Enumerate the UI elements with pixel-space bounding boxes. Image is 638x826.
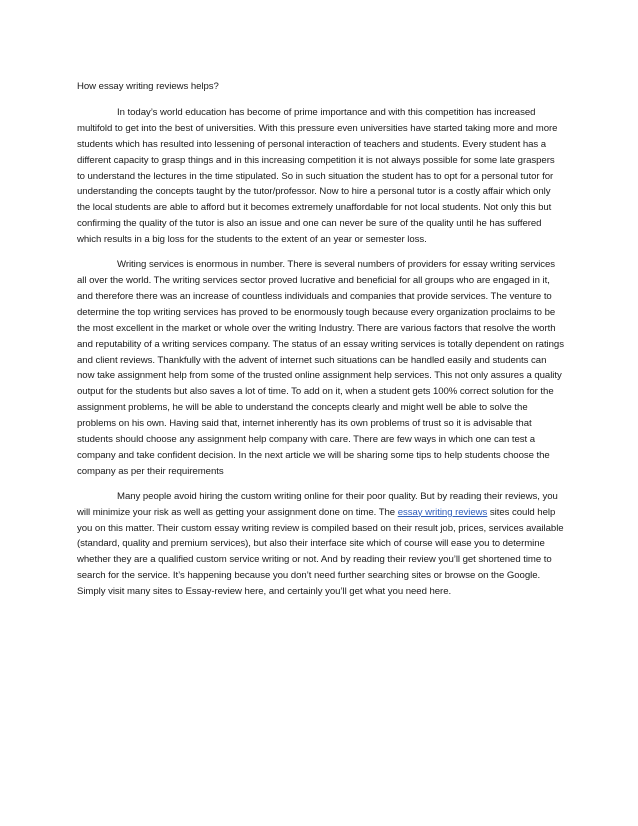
paragraph-3-text-after-link: sites could help you on this matter. Their custom essay writing review is compiled based on their result job, prices, services available (standard, quality and premium services), but also their interface site which of course will ease you to determine whether they are a qualified custom service writing or not. And by reading their review you’ll get shortened time to search for the service. It’s happening because you don’t need further searching sites or browse on the Google. Simply visit many sites to Essay-review here, and certainly you’ll get what you need here. (77, 506, 564, 598)
document-body (77, 79, 564, 609)
paragraph-3-text-before-link: Many people avoid hiring the custom writing online for their poor quality. But by reading their reviews, you will minimize your risk as well as getting your assignment done on time. The (77, 490, 558, 518)
paragraph-1: In today’s world education has become of prime importance and with this competition has increased multifold to get into the best of universities. With this pressure even universities have started taking more and more students which has resulted into lessening of personal interaction of teachers and students. Every student has a different capacity to grasp things and in this increasing competition it is not always possible for some late graspers to understand the lectures in the time stipulated. So in such situation the student has to opt for a personal tutor for understanding the concepts taught by the tutor/professor. Now to hire a personal tutor is a costly affair which only the local students are able to afford but it becomes extremely unaffordable for not local students. Not only this but confirming the quality of the tutor is also an issue and one can never be sure of the quality until he has suffered which results in a big loss for the students to the extent of an year or semester loss. (77, 106, 558, 246)
document-title: How essay writing reviews helps? (77, 81, 219, 92)
paragraph-2: Writing services is enormous in number. There is several numbers of providers for essay writing services all over the world. The writing services sector proved lucrative and beneficial for all groups who are engaged in it, and therefore there was an increase of countless individuals and companies that provide services. The venture to determine the top writing services has proved to be enormously tough because every organization proclaims to be the most excellent in the market or whole over the writing Industry. There are various factors that resolve the worth and reputability of a writing services company. The status of an essay writing services is totally dependent on ratings and client reviews. Thankfully with the advent of internet such situations can be handled easily and students can now take assignment help from some of the trusted online assignment help services. This not only assures a quality output for the students but also saves a lot of time. To add on it, when a student gets 100% correct solution for the assignment problems, he will be able to understand the concepts clearly and might well be able to solve the problems on his own. Having said that, internet inherently has its own problems of trust so it is advisable that students should choose any assignment help company with care. There are few ways in which one can test a company and take confident decision. In the next article we will be sharing some tips to help students choose the company as per their requirements (77, 259, 564, 477)
paragraph-3 (77, 489, 564, 600)
essay-writing-reviews-link[interactable]: essay writing reviews (397, 506, 488, 518)
